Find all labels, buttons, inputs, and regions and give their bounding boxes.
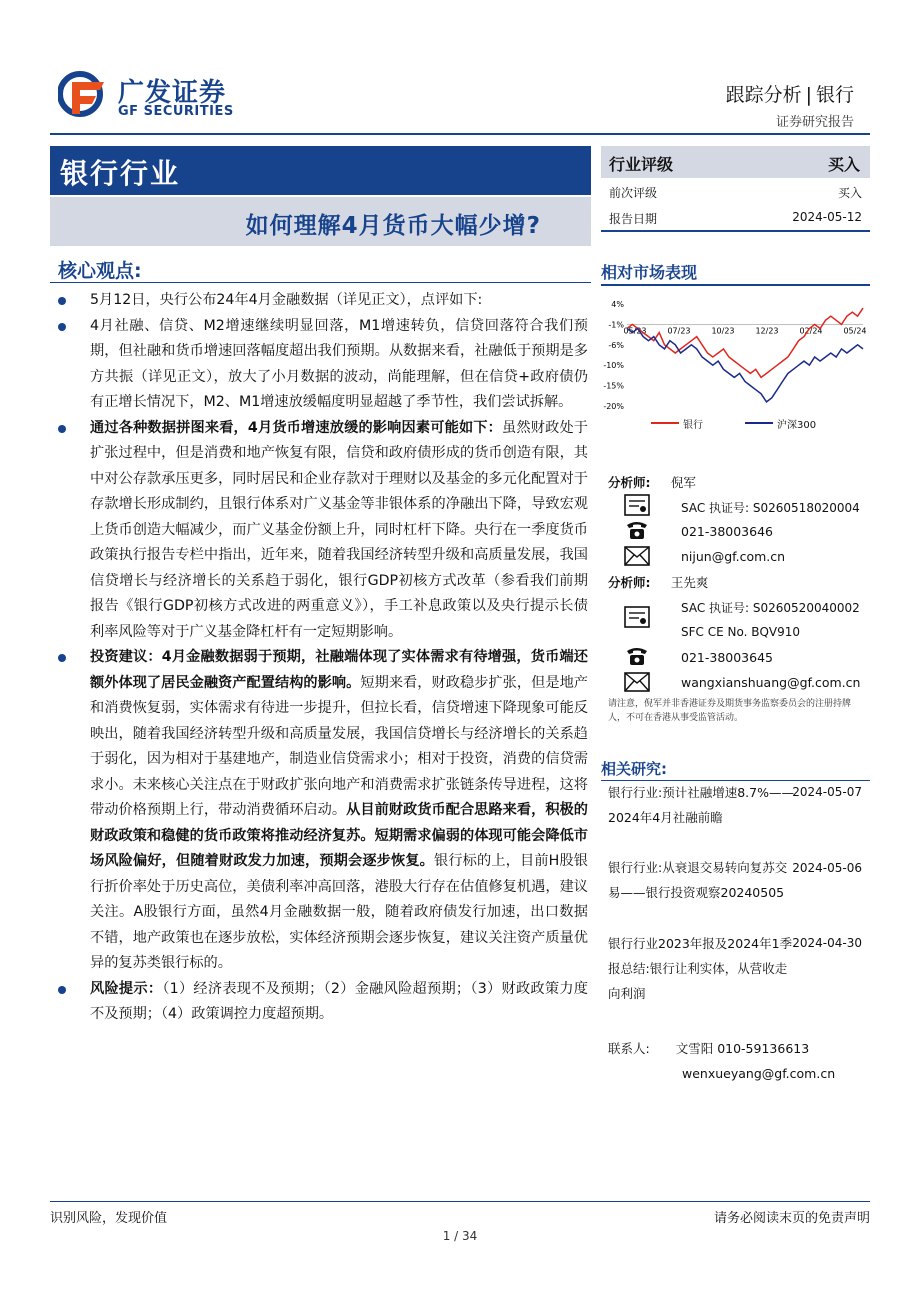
market-divider [601,284,870,286]
y-tick-label: -15% [603,381,624,391]
related-item-2[interactable] [608,855,798,905]
y-tick-label: -1% [608,320,624,330]
footer-slogan: 识别风险，发现价值 [50,1211,168,1226]
y-tick-label: -20% [603,402,624,411]
contact-email[interactable]: wenxueyang@gf.com.cn [682,1066,836,1081]
legend-swatch-csi300 [745,420,773,426]
y-tick-label: 4% [611,300,624,309]
analyst-sfc: SFC CE No. BQV910 [681,625,801,639]
logo-text-cn: 广发证券 [118,78,227,108]
y-tick-label: -10% [603,361,624,371]
related-item-text[interactable]: 银行行业2023年报及2024年1季报总结:银行让利实体，从营收走向利润 [608,936,793,1001]
analyst-name: 王先爽 [670,575,709,590]
headline-banner [50,197,591,246]
prev-rating-value: 买入 [837,186,862,200]
analyst-label: 分析师: [608,475,651,490]
legend-label-csi300: 沪深300 [777,420,817,431]
page-number: 1 / 34 [442,1229,478,1243]
market-title: 相对市场表现 [601,263,698,282]
certificate-icon [624,494,650,516]
legend-label-bank: 银行 [683,420,703,431]
footer-disclaimer-link[interactable]: 请务必阅读末页的免责声明 [713,1211,870,1226]
bullet-text: （1）经济表现不及预期；（2）金融风险超预期；（3）财政政策力度不及预期；（4）政策调控力度超预期。 [90,980,588,1022]
industry-title: 银行行业 [60,157,181,190]
related-item-1[interactable] [608,780,798,830]
x-tick-label: 05/23 [623,326,647,336]
disclaimer-note: 请注意，倪军并非香港证券及期货事务监察委员会的注册持牌人，不可在香港从事受监管活动。 [608,699,852,723]
bullet-bold-2: 从目前财政货币配合思路来看，积极的财政政策和稳健的货币政策将推动经济复苏。短期需求偏弱的体现可能会降低市场风险偏好，但随着财政发力加速，预期会逐步恢复。 [90,802,588,869]
related-item-3[interactable] [608,931,798,1006]
bullet-text: 4月社融、信贷、M2增速继续明显回落，M1增速转负，信贷回落符合我们预期，但社融和货币增速回落幅度超出我们预期。从数据来看，社融低于预期是多方共振（详见正文），放大了小月数据的波动，尚能理解，但在信贷+政府债仍有正增长情况下，M2、M1增速放缓幅度明显超越了季节性，我们尝试拆解。 [90,317,588,410]
bullet-text: 虽然财政处于扩张过程中，但是消费和地产恢复有限，信贷和政府债形成的货币创造有限，其中对公存款承压更多，同时居民和企业存款对于理财以及基金的多元化配置对于存款增长形成制约，且银行体系对广义基金等非银体系的净融出下降，导致宏观上货币创造大幅减少，而广义基金份额上升，同时杠杆下降。央行在一季度货币政策执行报告专栏中指出，近年来，随着我国经济转型升级和高质量发展，我国信贷增长与经济增长的关系趋于弱化，银行GDP初核方式改革（参看我们前期报告《银行GDP初核方式改进的两重意义》），手工补息政策以及央行提示长债利率风险等对于广义基金降杠杆有一定短期影响。 [90,419,588,640]
contact-row [608,1036,835,1061]
x-tick-label: 12/23 [755,326,779,336]
certificate-icon [624,606,650,628]
analyst-name: 倪军 [670,475,696,490]
analyst-email[interactable] [681,675,860,690]
rating-box [601,146,870,232]
bullet-item [58,645,588,977]
y-tick-label: -6% [608,340,624,350]
report-date-label: 报告日期 [609,212,658,226]
analyst-sac: SAC 执证号: S0260520040002 [681,601,860,615]
rating-label: 行业评级 [609,155,674,174]
bullet-item [58,416,588,646]
prev-rating-row [601,178,870,204]
legend-swatch-bank [651,420,679,426]
related-item-date: 2024-05-07 [792,785,862,799]
bullet-bold: 投资建议：4月金融数据弱于预期，社融端体现了实体需求有待增强，货币端还额外体现了居民金融资产配置结构的影响。 [90,649,588,691]
bullet-item [58,288,588,314]
prev-rating-label: 前次评级 [609,186,658,200]
related-item-date: 2024-05-06 [792,861,862,875]
industry-banner [50,146,591,195]
report-type-right: 银行 [815,84,854,106]
analyst-2-row [608,573,708,591]
related-item-text[interactable]: 银行行业:预计社融增速8.7%——2024年4月社融前瞻 [608,785,794,825]
analyst-sac: SAC 执证号: S0260518020004 [681,501,860,515]
report-date-row [601,204,870,230]
x-tick-label: 10/23 [711,326,735,336]
report-type: 跟踪分析 | 银行 [725,84,854,106]
contact-name-phone: 文雪阳 010-59136613 [675,1041,810,1056]
analyst-email-text[interactable]: nijun@gf.com.cn [681,549,786,564]
rating-header [601,146,870,178]
gf-logo-icon [58,70,110,118]
bullet-bold: 通过各种数据拼图来看，4月货币增速放缓的影响因素可能如下： [90,419,503,436]
analyst-1-row [608,473,696,491]
email-icon [624,545,650,567]
bullet-text: 5月12日，央行公布24年4月金融数据（详见正文），点评如下: [90,292,483,308]
analyst-phone: 021-38003646 [681,524,773,539]
analyst-email[interactable] [681,549,785,564]
rating-divider [601,230,870,232]
related-item-text[interactable]: 银行行业:从衰退交易转向复苏交易——银行投资观察20240505 [608,860,788,900]
x-tick-label: 05/24 [843,326,867,336]
report-date-value: 2024-05-12 [792,210,862,224]
core-divider [50,282,591,283]
contact-block [608,1036,835,1086]
analyst-phone: 021-38003645 [681,650,773,665]
phone-icon [624,519,650,541]
bullet-item [58,977,588,1028]
phone-icon [624,645,650,667]
logo-text-en: GF SECURITIES [118,104,234,119]
x-tick-label: 02/24 [799,326,823,336]
x-tick-label: 07/23 [667,326,691,336]
email-icon [624,671,650,693]
related-item-date: 2024-04-30 [792,936,862,950]
series-line-bank [627,308,863,377]
relative-performance-chart [601,294,870,434]
bullet-item [58,314,588,416]
related-research-title: 相关研究: [601,760,667,778]
report-type-left: 跟踪分析 [725,84,802,106]
header-divider [50,133,870,135]
core-views-body [58,288,588,1028]
analyst-email-text[interactable]: wangxianshuang@gf.com.cn [681,675,861,690]
bullet-text: 短期来看，财政稳步扩张，但是地产和消费恢复弱，实体需求有待进一步提升，但拉长看，信贷增速下降现象可能反映出，随着我国经济转型升级和高质量发展，我国信贷增长与经济增长的关系趋于弱化，因为相对于基建地产，制造业信贷需求小；相对于投资，消费的信贷需求小。未来核心关注点在于财政扩张向地产和消费需求扩张链条传导进程，这将带动价格预期上行，带动消费循环启动。 [90,674,588,818]
analyst-label: 分析师: [608,575,651,590]
report-headline: 如何理解4月货币大幅少增? [245,213,541,239]
report-subtitle: 证券研究报告 [775,115,854,130]
chart-legend [601,414,870,432]
footer-divider [50,1201,870,1202]
bullet-bold: 风险提示： [90,980,163,997]
bullet-text-2: 银行标的上，目前H股银行折价率处于历史高位，美债利率冲高回落，港股大行存在估值修复机遇，建议关注。A股银行方面，虽然4月金融数据一般，随着政府债发行加速，出口数据不错，地产政策也在逐步放松，实体经济预期会逐步恢复，建议关注资产质量优异的复苏类银行标的。 [90,853,588,971]
core-views-title: 核心观点: [58,260,142,282]
contact-label: 联系人: [608,1041,650,1056]
rating-value: 买入 [827,155,860,174]
